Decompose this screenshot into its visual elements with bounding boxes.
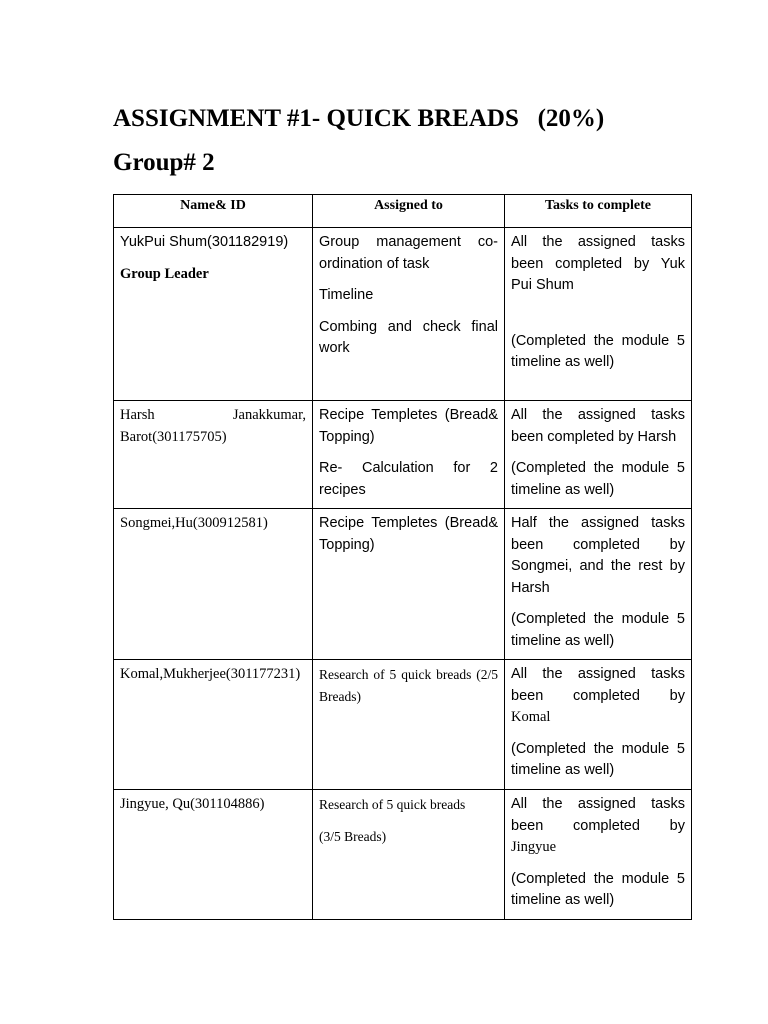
table-row bbox=[114, 228, 692, 401]
task-status: Half the assigned tasks been completed by Songmei, and the rest by Harsh bbox=[511, 515, 685, 596]
member-name-id: Komal,Mukherjee(301177231) bbox=[120, 666, 301, 682]
tasks-cell bbox=[505, 228, 692, 401]
group-heading: Group# 2 bbox=[113, 149, 215, 176]
tasks-cell bbox=[505, 660, 692, 790]
tasks-cell bbox=[505, 509, 692, 660]
tasks-cell bbox=[505, 401, 692, 509]
column-header-assigned-to: Assigned to bbox=[313, 195, 505, 228]
task-note: (Completed the module 5 timeline as well) bbox=[511, 460, 685, 498]
assigned-item: (3/5 Breads) bbox=[319, 828, 387, 844]
table-header-row bbox=[114, 195, 692, 228]
assigned-to-cell bbox=[313, 401, 505, 509]
task-status: All the assigned tasks been completed by Harsh bbox=[511, 407, 685, 445]
document-title: ASSIGNMENT #1- QUICK BREADS (20%) bbox=[113, 105, 605, 132]
task-note: (Completed the module 5 timeline as well) bbox=[511, 332, 685, 370]
name-id-cell bbox=[114, 660, 313, 790]
task-assignment-table bbox=[113, 194, 692, 920]
assigned-item: Research of 5 quick breads (2/5 Breads) bbox=[319, 667, 498, 704]
member-name-id: Harsh Janakkumar, Barot(301175705) bbox=[120, 407, 306, 445]
table-row bbox=[114, 401, 692, 509]
task-status: All the assigned tasks been completed by Yuk Pui Shum bbox=[511, 234, 685, 293]
assigned-item: Timeline bbox=[319, 287, 374, 303]
tasks-cell bbox=[505, 790, 692, 920]
assigned-to-cell bbox=[313, 228, 505, 401]
assigned-item: Recipe Templetes (Bread& Topping) bbox=[319, 515, 498, 553]
name-id-cell bbox=[114, 228, 313, 401]
task-status: All the assigned tasks been completed by bbox=[511, 796, 685, 834]
name-id-cell bbox=[114, 509, 313, 660]
assigned-item: Group management co-ordination of task bbox=[319, 234, 498, 272]
assigned-item: Re- Calculation for 2 recipes bbox=[319, 460, 498, 498]
task-note: (Completed the module 5 timeline as well) bbox=[511, 740, 685, 778]
member-name-id: Songmei,Hu(300912581) bbox=[120, 515, 268, 531]
assigned-to-cell bbox=[313, 660, 505, 790]
assigned-item: Recipe Templetes (Bread& Topping) bbox=[319, 407, 498, 445]
name-id-cell bbox=[114, 790, 313, 920]
column-header-tasks: Tasks to complete bbox=[505, 195, 692, 228]
assigned-item: Combing and check final work bbox=[319, 318, 498, 356]
assigned-to-cell bbox=[313, 509, 505, 660]
table-row bbox=[114, 660, 692, 790]
assigned-to-cell bbox=[313, 790, 505, 920]
task-status-name: Jingyue bbox=[511, 839, 557, 855]
column-header-name-id: Name& ID bbox=[114, 195, 313, 228]
member-name-id: Jingyue, Qu(301104886) bbox=[120, 796, 265, 812]
task-note: (Completed the module 5 timeline as well) bbox=[511, 611, 685, 649]
member-name-id: YukPui Shum(301182919) bbox=[120, 234, 289, 250]
member-role: Group Leader bbox=[120, 265, 209, 282]
table-row bbox=[114, 509, 692, 660]
task-status: All the assigned tasks been completed by bbox=[511, 666, 685, 704]
assigned-item: Research of 5 quick breads bbox=[319, 797, 466, 812]
name-id-cell bbox=[114, 401, 313, 509]
task-note: (Completed the module 5 timeline as well) bbox=[511, 870, 685, 908]
table-row bbox=[114, 790, 692, 920]
task-status-name: Komal bbox=[511, 709, 551, 725]
